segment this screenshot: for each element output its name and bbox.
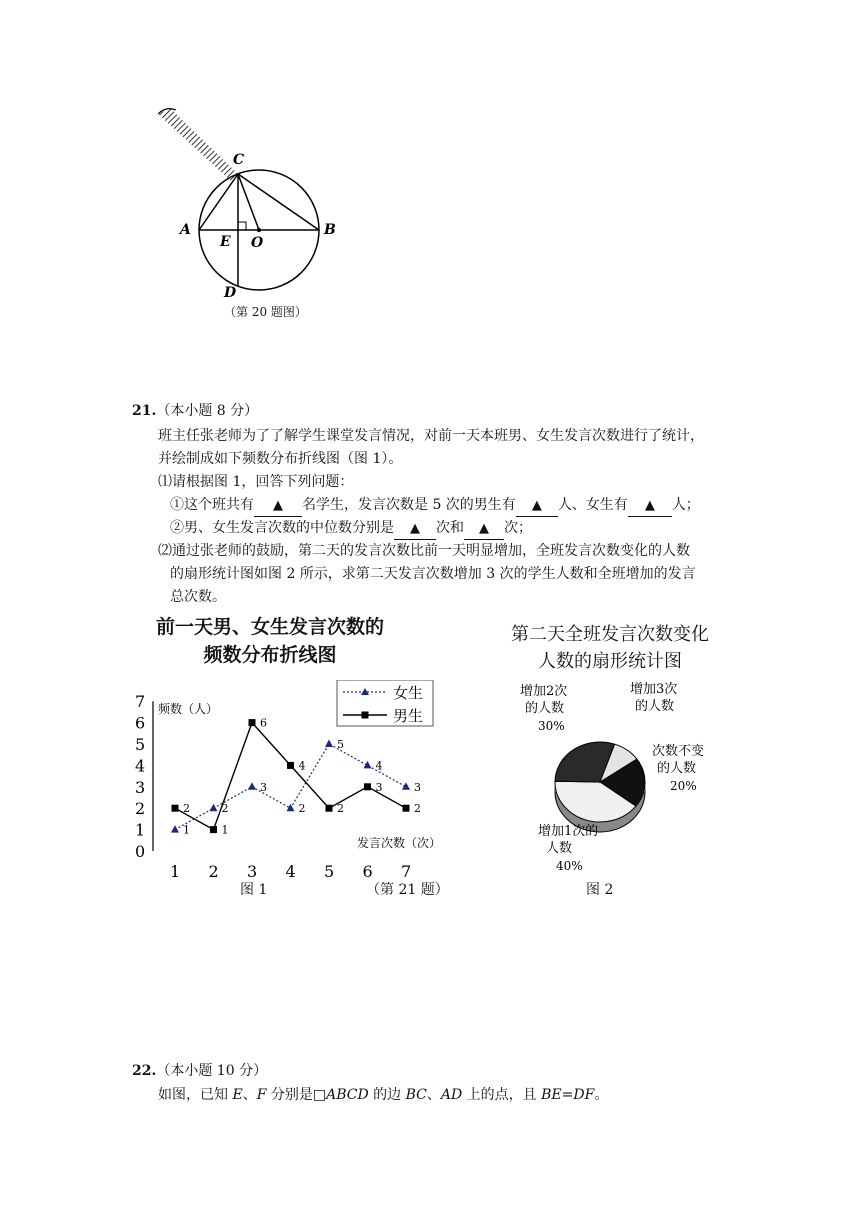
pie-label-line1: 次数不变 <box>652 744 705 759</box>
q21-score: （本小题 8 分） <box>156 403 259 419</box>
x-tick-label: 2 <box>208 862 219 880</box>
data-point-girls <box>364 761 372 769</box>
x-tick-label: 7 <box>401 862 412 880</box>
data-label-girls: 1 <box>183 823 190 837</box>
data-point-girls <box>171 825 179 833</box>
q21-sub1-text-c: 人、女生有 <box>557 497 628 513</box>
data-point-girls <box>210 804 218 812</box>
hatched-ray <box>158 108 240 182</box>
legend-label-girls: 女生 <box>393 684 424 702</box>
answer-blank-2: ▲ <box>516 496 558 517</box>
data-label-boys: 6 <box>260 716 267 730</box>
pie-label-line2: 的人数 <box>635 699 675 714</box>
q21-sub1 <box>170 495 700 517</box>
q21-part2-line2: 的扇形统计图如图 2 所示，求第二天发言次数增加 3 次的学生人数和全班增加的发言 <box>170 566 696 582</box>
legend-marker-boys <box>362 712 369 719</box>
x-tick-label: 3 <box>247 862 258 880</box>
q22-var-e: E <box>232 1087 243 1103</box>
answer-blank-3: ▲ <box>628 496 672 517</box>
q21-header <box>132 401 258 421</box>
data-label-girls: 2 <box>298 802 306 816</box>
data-label-girls: 2 <box>221 802 229 816</box>
data-point-boys <box>403 805 410 812</box>
q21-sub2-text-b: 次和 <box>436 520 464 536</box>
q22-header <box>132 1061 267 1081</box>
y-tick-label: 3 <box>135 777 146 797</box>
pie-label-line1: 增加1次的 <box>538 824 599 839</box>
pie-chart-title <box>490 621 730 675</box>
data-label-boys: 2 <box>183 802 190 816</box>
data-point-girls <box>325 740 333 748</box>
q22-sep1: 、 <box>242 1087 257 1103</box>
x-tick-label: 5 <box>324 862 335 880</box>
line-chart-title-line2: 频数分布折线图 <box>203 644 337 666</box>
q22-var-f: F <box>256 1087 267 1103</box>
data-point-boys <box>210 826 217 833</box>
label-d: D <box>224 285 237 301</box>
q21-sub1-text-a: ①这个班共有 <box>170 497 254 513</box>
q22-sep2: 、 <box>426 1087 441 1103</box>
pie-label-line2: 的人数 <box>525 701 565 716</box>
data-point-boys <box>249 719 256 726</box>
y-tick-label: 6 <box>135 713 146 733</box>
series-line-boys <box>175 723 406 830</box>
q21-sub2 <box>170 518 532 540</box>
data-label-boys: 2 <box>414 802 421 816</box>
q22-text-b: 分别是 <box>266 1087 313 1103</box>
y-tick-label: 0 <box>135 842 146 861</box>
pie-label-line2: 的人数 <box>657 761 697 776</box>
data-label-girls: 3 <box>414 780 421 794</box>
parallelogram-symbol: □ <box>312 1087 327 1103</box>
q21-figure-caption: （第 21 题） <box>366 882 449 898</box>
pie-label-line1: 增加3次 <box>630 682 678 697</box>
q22-text <box>158 1085 608 1105</box>
data-point-girls <box>402 782 410 790</box>
figure-20-caption: （第 20 题图） <box>224 305 307 319</box>
label-o: O <box>251 235 264 251</box>
label-c: C <box>233 152 245 168</box>
answer-blank-5: ▲ <box>464 519 504 540</box>
q22-var-bc: BC <box>405 1087 427 1103</box>
answer-blank-4: ▲ <box>394 519 436 540</box>
q22-var-be-df: BE=DF <box>541 1087 595 1103</box>
q21-sub1-text-d: 人； <box>671 497 700 513</box>
line-chart-title-line1: 前一天男、女生发言次数的 <box>155 616 384 638</box>
fig1-label: 图 1 <box>240 882 268 898</box>
q22-text-a: 如图，已知 <box>158 1087 233 1103</box>
y-tick-label: 7 <box>135 692 146 712</box>
pie-label-line2: 人数 <box>546 841 573 856</box>
pie-chart-title-line1: 第二天全班发言次数变化 <box>511 624 709 645</box>
q21-intro-line2: 并绘制成如下频数分布折线图（图 1）。 <box>158 451 403 467</box>
data-point-boys <box>326 805 333 812</box>
q21-sub2-text-a: ②男、女生发言次数的中位数分别是 <box>170 520 394 536</box>
q22-var-ad: AD <box>440 1087 463 1103</box>
x-axis-label: 发言次数（次） <box>357 836 442 850</box>
data-label-girls: 5 <box>337 738 344 751</box>
segment-ca <box>199 174 238 230</box>
y-axis-label: 频数（人） <box>158 702 219 716</box>
q22-number: 22. <box>132 1063 157 1079</box>
right-angle-mark <box>238 222 246 230</box>
y-tick-label: 5 <box>135 735 146 754</box>
data-label-girls: 3 <box>260 780 267 794</box>
x-tick-label: 4 <box>285 862 296 880</box>
center-dot <box>257 228 261 232</box>
y-tick-label: 2 <box>135 799 146 819</box>
pie-chart <box>500 675 740 880</box>
data-label-boys: 4 <box>298 759 306 773</box>
data-label-boys: 1 <box>221 823 229 837</box>
q21-number: 21. <box>132 403 157 419</box>
y-tick-label: 4 <box>135 756 146 776</box>
pie-chart-title-line2: 人数的扇形统计图 <box>538 651 682 672</box>
figure-20 <box>140 100 360 305</box>
q22-text-e: 。 <box>594 1087 609 1103</box>
label-e: E <box>220 234 231 250</box>
data-point-girls <box>248 782 256 790</box>
line-chart-title <box>120 613 420 669</box>
q21-sub2-text-c: 次； <box>504 520 532 536</box>
data-label-boys: 2 <box>337 802 344 816</box>
q22-score: （本小题 10 分） <box>156 1063 268 1079</box>
data-point-boys <box>364 783 371 790</box>
data-label-girls: 4 <box>375 759 383 773</box>
data-point-girls <box>287 804 295 812</box>
data-point-boys <box>287 762 294 769</box>
q21-part2-line3: 总次数。 <box>170 589 226 605</box>
pie-label-percent: 30% <box>538 719 565 733</box>
series-line-girls <box>175 744 406 830</box>
label-b: B <box>324 222 336 238</box>
q21-part1: ⑴请根据图 1，回答下列问题： <box>158 474 354 490</box>
line-chart <box>125 680 455 880</box>
q21-intro-line1: 班主任张老师为了了解学生课堂发言情况，对前一天本班男、女生发言次数进行了统计， <box>158 428 704 444</box>
x-tick-label: 6 <box>362 862 373 880</box>
segment-cb <box>238 174 319 230</box>
pie-label-percent: 40% <box>556 859 583 873</box>
pie-label-line1: 增加2次 <box>520 684 568 699</box>
q22-var-abcd: ABCD <box>326 1087 369 1103</box>
q21-sub1-text-b: 名学生，发言次数是 5 次的男生有 <box>302 497 516 513</box>
y-tick-label: 1 <box>135 820 146 840</box>
legend-label-boys: 男生 <box>393 707 424 725</box>
q22-text-d: 上的点，且 <box>462 1087 542 1103</box>
q22-text-c: 的边 <box>368 1087 406 1103</box>
q21-part2-line1: ⑵通过张老师的鼓励，第二天的发言次数比前一天明显增加，全班发言次数变化的人数 <box>158 543 690 559</box>
data-point-boys <box>172 805 179 812</box>
fig2-label: 图 2 <box>586 882 614 898</box>
x-tick-label: 1 <box>170 862 181 880</box>
label-a: A <box>180 222 191 238</box>
answer-blank-1: ▲ <box>254 496 302 517</box>
pie-label-percent: 20% <box>670 779 697 793</box>
data-label-boys: 3 <box>375 780 383 794</box>
